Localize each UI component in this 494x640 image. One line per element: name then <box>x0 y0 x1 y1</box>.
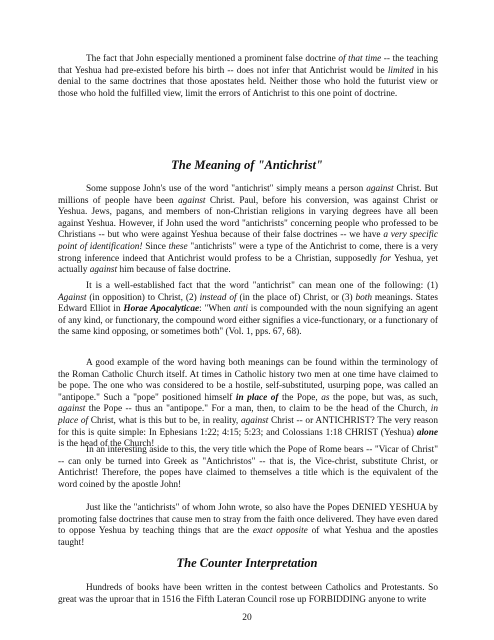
paragraph-6: Just like the "antichrists" of whom John wrote, so also have the Popes DENIED YESHUA by promoting false doctrines that cause men to stray from the faith once delivered. They have even dared to oppose Yeshua by teaching things that are the exact opposite of what Yeshua and the apostles taught! <box>58 503 438 548</box>
paragraph-5: In an interesting aside to this, the very title which the Pope of Rome bears -- "Vicar of Christ" -- can only be turned into Greek as "Antichristos" -- that is, the Vice-christ, substitute Christ, or Antichrist! Therefore, the popes have claimed to themselves a title which is the equivalent of the word coined by the apostle John! <box>58 445 438 490</box>
section-heading-meaning: The Meaning of "Antichrist" <box>171 158 323 172</box>
paragraph-7: Hundreds of books have been written in the contest between Catholics and Protestants. So great was the uproar that in 1516 the Fifth Lateran Council rose up FORBIDDING anyone to write <box>58 583 438 605</box>
section-heading-counter: The Counter Interpretation <box>176 556 318 570</box>
paragraph-3: It is a well-established fact that the word "antichrist" can mean one of the following: (1) Against (in opposition) to Christ, (2) instead of (in the place of) Christ, or (3) both meanings. States Edward Elliot in Horae Apocalyticae: "When anti is compounded with the noun signifying an agent of any kind, or functionary, the compound word either signifies a vice-functionary, or a functionary of the same kind opposing, or sometimes both" (Vol. 1, pps. 67, 68). <box>58 281 438 338</box>
page-number: 20 <box>242 613 252 623</box>
paragraph-4: A good example of the word having both meanings can be found within the terminology of the Roman Catholic Church itself. At times in Catholic history two men at one time have claimed to be pope. The one who was considered to be a hostile, self-substituted, usurping pope, was called an "antipope." Such a "pope" positioned himself in place of the Pope, as the pope, but was, as such, against the Pope -- thus an "antipope." For a man, then, to claim to be the head of the Church, in place of Christ, what is this but to be, in reality, against Christ -- or ANTICHRIST? The very reason for this is quite simple: In Ephesians 1:22; 4:15; 5:23; and Colossians 1:18 CHRIST (Yeshua) alone is the head of the Church! <box>58 358 438 450</box>
paragraph-2: Some suppose John's use of the word "antichrist" simply means a person against Christ. But millions of people have been against Christ. Paul, before his conversion, was against Christ or Yeshua. Jews, pagans, and members of non-Christian religions in varying degrees have all been against Yeshua. However, if John used the word "antichrists" concerning people who professed to be Christians -- but who were against Yeshua because of their false doctrines -- we have a very specific point of identification! Since these "antichrists" were a type of the Antichrist to come, there is a very strong inference indeed that Antichrist would profess to be a Christian, supposedly for Yeshua, yet actually against him because of false doctrine. <box>58 184 439 276</box>
paragraph-1: The fact that John especially mentioned a prominent false doctrine of that time -- the teaching that Yeshua had pre-existed before his birth -- does not infer that Antichrist would be limited in his denial to the same doctrines that those apostates held. Neither those who hold the futurist view or those who hold the fulfilled view, limit the errors of Antichrist to this one point of doctrine. <box>58 54 439 99</box>
